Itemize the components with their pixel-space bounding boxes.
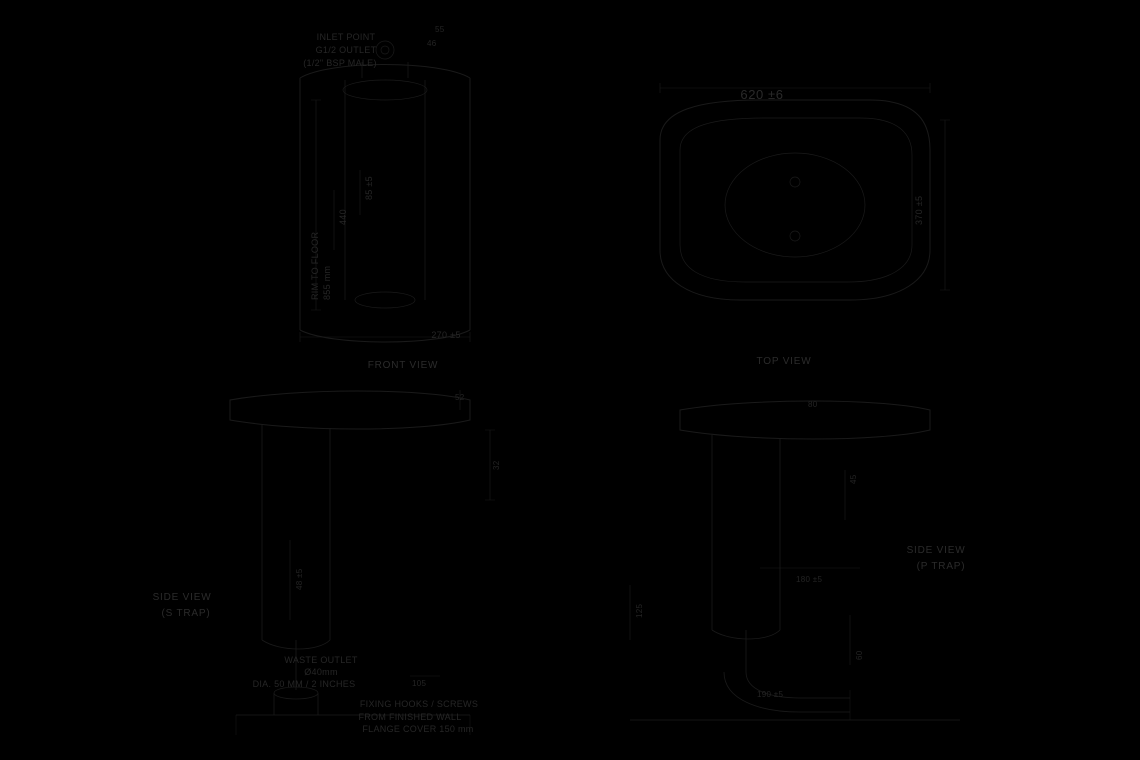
callout-wall-outlet-line3: DIA. 50 MM / 2 INCHES [252,679,356,689]
note-fixing-line1: FIXING HOOKS / SCREWS [359,699,479,709]
view-title-front: FRONT VIEW [367,360,439,371]
dim-side-p-offset: 180 ±5 [796,575,823,584]
note-fixing-line2: FROM FINISHED WALL [358,712,462,722]
callout-wall-outlet-line2: Ø40mm [304,667,338,677]
dim-side-p-vert: 60 [855,650,864,660]
dim-side-small-5: 190 ±5 [757,690,784,699]
view-subtitle-side-s-trap: (S TRAP) [161,608,211,619]
dim-front-rim-note: RIM TO FLOOR [310,231,320,300]
dim-side-small-4: 45 [849,474,858,484]
dim-front-vert-1: 85 ±5 [364,176,374,200]
dim-label-55: 55 [435,25,445,34]
dim-front-overall-width: 270 ±5 [431,330,461,340]
dim-side-small-2: 52 [455,393,465,402]
dim-label-32: 32 [492,460,501,470]
dim-side-small-1: 125 [635,603,644,618]
callout-inlet-point-line2: G1/2 OUTLET [315,45,377,55]
view-title-top: TOP VIEW [756,356,812,367]
view-title-side-s-trap: SIDE VIEW [152,592,212,603]
dim-front-vert-2: 440 [338,209,348,225]
callout-wall-outlet-line1: WASTE OUTLET [284,655,358,665]
note-fixing-line3: FLANGE COVER 150 mm [362,724,474,734]
dim-side-s-offset: 105 [412,679,427,688]
dim-top-overall-width: 620 ±6 [740,87,784,102]
dim-label-46: 46 [427,39,437,48]
callout-inlet-point-line1: INLET POINT [316,32,376,42]
dim-side-small-3: 80 [808,400,818,409]
dim-top-depth: 370 ±5 [914,195,924,225]
dim-side-s-height: 48 ±5 [295,568,304,590]
view-subtitle-side-p-trap: (P TRAP) [916,561,966,572]
dim-front-height-note: 855 mm [322,265,332,300]
view-title-side-p-trap: SIDE VIEW [906,545,966,556]
callout-inlet-point-line3: (1/2" BSP MALE) [303,58,377,68]
